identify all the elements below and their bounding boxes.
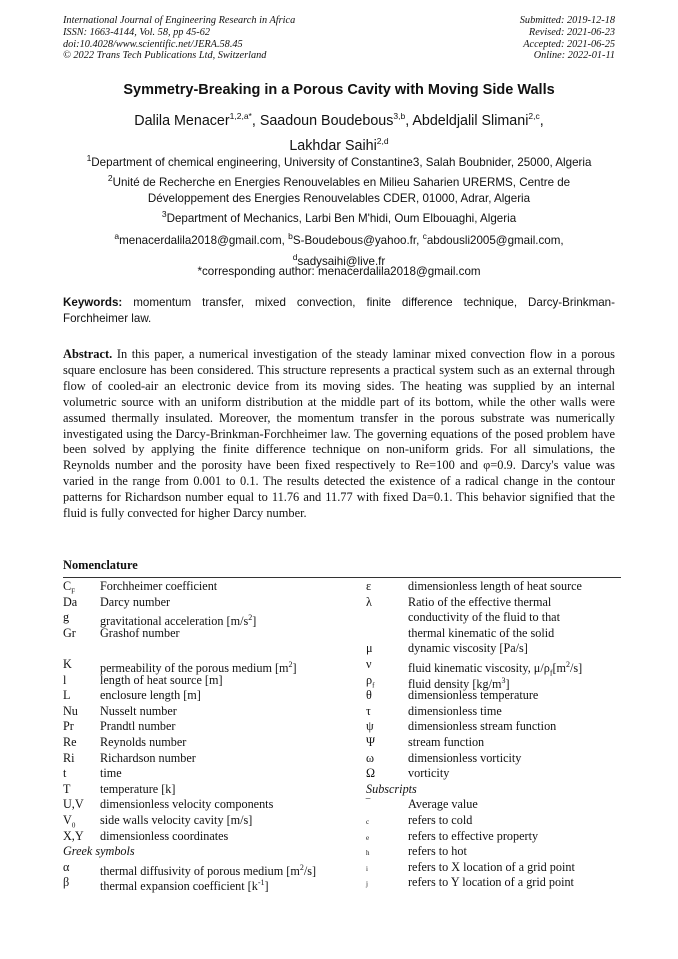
nomenclature-symbol: Subscripts xyxy=(366,781,417,796)
nomenclature-definition: dimensionless coordinates xyxy=(100,828,229,843)
journal-header-right xyxy=(520,15,615,62)
nomenclature-definition: Forchheimer coefficient xyxy=(100,579,218,593)
nomenclature-definition: gravitational acceleration $[m/s^2]$ xyxy=(100,613,257,629)
nomenclature-symbol: ω xyxy=(366,750,375,765)
affiliation-sup: 1 xyxy=(86,153,92,163)
nomenclature-symbol: Ω xyxy=(366,766,376,781)
nomenclature-definition: dimensionless vorticity xyxy=(408,750,522,765)
copyright-line: © 2022 Trans Tech Publications Ltd, Switzerland xyxy=(63,50,267,62)
nomenclature-symbol: T xyxy=(63,781,71,796)
nomenclature-definition: refers to Y location of a grid point xyxy=(408,875,574,890)
author-name: Abdeldjalil Slimani xyxy=(412,112,529,129)
abstract-label: Abstract. xyxy=(63,347,113,361)
nomenclature-symbol: l xyxy=(63,672,67,687)
nomenclature-table xyxy=(63,579,621,894)
nomenclature-symbol: ε xyxy=(366,579,372,593)
issn-line: ISSN: 1663-4144, Vol. 58, pp 45-62 xyxy=(63,26,211,38)
nomenclature-symbol: ψ xyxy=(366,719,374,734)
nomenclature-symbol: τ xyxy=(366,703,371,718)
nomenclature-symbol: e xyxy=(366,833,370,842)
nomenclature-row xyxy=(63,610,621,629)
author-sup: 2,c xyxy=(528,111,540,121)
affiliation-sup: 3 xyxy=(161,209,167,219)
nomenclature-row xyxy=(63,626,621,642)
author-sup: 1,2,a* xyxy=(229,111,252,121)
nomenclature-definition: enclosure length [m] xyxy=(100,688,201,703)
email-link[interactable]: sadysaihi@live.fr xyxy=(297,254,386,268)
email-sup: d xyxy=(292,251,298,262)
nomenclature-symbol: Gr xyxy=(63,625,76,640)
affiliation-2 xyxy=(63,170,615,207)
nomenclature-symbol: K xyxy=(63,656,72,671)
author-sep: , xyxy=(405,112,413,129)
nomenclature-symbol: X,Y xyxy=(63,828,84,843)
author-name: Lakhdar Saihi xyxy=(289,137,377,154)
nomenclature-definition: time xyxy=(100,766,122,781)
affiliation-text: Unité de Recherche en Energies Renouvelables en Milieu Saharien URERMS, Centre de Développement des Energies Renouvelables CDER, 01000, Adrar, Algeria xyxy=(112,175,571,205)
nomenclature-definition: thermal kinematic of the solid xyxy=(408,625,555,640)
submitted-date: Submitted: 2019-12-18 xyxy=(519,15,615,26)
nomenclature-symbol: α xyxy=(63,859,70,874)
nomenclature-definition: refers to X location of a grid point xyxy=(408,859,575,874)
nomenclature-symbol: ν xyxy=(366,656,372,671)
nomenclature-definition: thermal expansion coefficient $[k^{-1}]$ xyxy=(100,878,269,894)
email-sup: c xyxy=(422,231,427,241)
nomenclature-definition: permeability of the porous medium $[m^2]$ xyxy=(100,659,297,676)
nomenclature-row xyxy=(63,656,621,678)
nomenclature-divider xyxy=(63,577,621,578)
keywords xyxy=(63,295,615,327)
nomenclature-definition: refers to cold xyxy=(408,812,473,827)
abstract xyxy=(63,347,615,522)
nomenclature-symbol: $\rho_f$ xyxy=(366,672,375,689)
nomenclature-symbol: Da xyxy=(63,594,78,609)
author-sep: , xyxy=(539,112,544,129)
nomenclature-row xyxy=(63,766,621,782)
nomenclature-symbol: U,V xyxy=(63,797,84,812)
nomenclature-symbol: Greek symbols xyxy=(63,844,135,859)
accepted-date: Accepted: 2021-06-25 xyxy=(523,38,615,50)
email-link[interactable]: menacerdalila2018@gmail.com, xyxy=(119,233,289,247)
author-sup: 2,d xyxy=(376,135,389,146)
nomenclature-symbol: ‾ xyxy=(366,797,371,812)
nomenclature-definition: dimensionless length of heat source xyxy=(408,579,582,593)
nomenclature-symbol: Pr xyxy=(63,719,74,734)
nomenclature-row xyxy=(63,641,621,657)
nomenclature-definition: dimensionless stream function xyxy=(408,719,557,734)
nomenclature-definition: Average value xyxy=(408,797,478,812)
nomenclature-definition: Grashof number xyxy=(100,625,180,640)
nomenclature-definition: refers to effective property xyxy=(408,828,539,843)
nomenclature-definition: side walls velocity cavity [m/s] xyxy=(100,812,253,827)
nomenclature-row xyxy=(63,673,621,689)
nomenclature-definition: Darcy number xyxy=(100,594,171,609)
nomenclature-symbol: c xyxy=(366,817,370,826)
nomenclature-row xyxy=(63,704,621,720)
abstract-text: In this paper, a numerical investigation of the steady laminar mixed convection flow in a porous square enclosure has been considered. This structure represents a practical system such as an external through flow of cooled-air an electronic device from its moving sides. The heating was supplied by an internal volumetric source with an uniform distribution at the middle part of its bottom, while the other walls were assumed thermally insulated. Moreover, the momentum transfer in the porous substrate was numerically investigated using the Darcy-Brinkman-Forchheimer law. The governing equations of the posed problem have been solved by applying the finite difference technique on non-uniform grids. For all simulations, the Reynolds number and the porosity have been fixed respectively to Re=100 and φ=0.9. Darcy's value was varied in the range from 0.001 to 0.1. The results detected the existence of a radical change in the contour patterns for Richardson number equal to 11.76 and 11.77 with fixed Da=0.1. This behavior signified that the fluid is fully convected for higher Darcy number. xyxy=(63,347,615,521)
affiliation-text: Department of chemical engineering, University of Constantine3, Salah Boubnider, 25000, Algeria xyxy=(91,155,592,169)
nomenclature-symbol: Re xyxy=(63,734,77,749)
nomenclature-symbol: L xyxy=(63,688,71,703)
nomenclature-row xyxy=(63,579,621,595)
nomenclature-definition: fluid kinematic viscosity, $\mu/\rho_f[m^2/s]$ xyxy=(408,659,583,678)
author-name: Dalila Menacer xyxy=(134,112,230,129)
nomenclature-definition: length of heat source [m] xyxy=(100,672,223,687)
nomenclature-definition: dimensionless velocity components xyxy=(100,797,274,812)
author-sep: , xyxy=(251,112,260,129)
keywords-text: momentum transfer, mixed convection, finite difference technique, Darcy-Brinkman-Forchheimer law. xyxy=(63,296,615,325)
nomenclature-symbol: Ri xyxy=(63,750,75,765)
nomenclature-row xyxy=(63,782,621,798)
corresponding-author: *corresponding author: menacerdalila2018@gmail.com xyxy=(197,265,481,278)
nomenclature-definition: dynamic viscosity [Pa/s] xyxy=(408,641,528,656)
nomenclature-symbol: λ xyxy=(366,594,372,609)
author-sup: 3,b xyxy=(393,111,406,121)
nomenclature-symbol: j xyxy=(366,880,368,889)
nomenclature-symbol: h xyxy=(366,849,370,858)
author-name: Saadoun Boudebous xyxy=(259,112,394,129)
nomenclature-symbol: i xyxy=(366,864,368,873)
email-sup: b xyxy=(288,231,293,241)
nomenclature-symbol: θ xyxy=(366,688,372,703)
nomenclature-symbol: β xyxy=(63,875,70,890)
nomenclature-definition: fluid density $[kg/m^3]$ xyxy=(408,675,510,691)
journal-name: International Journal of Engineering Research in Africa xyxy=(63,15,296,26)
nomenclature-symbol: Ψ xyxy=(366,734,375,749)
nomenclature-definition: dimensionless time xyxy=(408,703,502,718)
nomenclature-symbol: $V_0$ xyxy=(63,812,76,830)
nomenclature-heading: Nomenclature xyxy=(63,558,138,572)
nomenclature-definition: vorticity xyxy=(408,766,450,781)
nomenclature-row xyxy=(63,860,621,876)
nomenclature-symbol: g xyxy=(63,610,70,625)
nomenclature-row xyxy=(63,688,621,704)
nomenclature-symbol: $C_F$ xyxy=(63,579,76,596)
email-link[interactable]: abdousli2005@gmail.com, xyxy=(426,233,564,247)
nomenclature-definition: Nusselt number xyxy=(100,703,177,718)
email-link[interactable]: S-Boudebous@yahoo.fr, xyxy=(292,233,423,247)
nomenclature-definition: thermal diffusivity of porous medium $[m^2/s]$ xyxy=(100,862,317,878)
nomenclature-symbol: Nu xyxy=(63,703,78,718)
nomenclature-definition: stream function xyxy=(408,734,485,749)
affiliation-1 xyxy=(63,150,615,171)
nomenclature-row xyxy=(63,719,621,735)
revised-date: Revised: 2021-06-23 xyxy=(528,26,615,38)
nomenclature-row xyxy=(63,829,621,845)
nomenclature-definition: temperature [k] xyxy=(100,781,176,796)
nomenclature-definition: Reynolds number xyxy=(100,734,187,749)
paper-title: Symmetry-Breaking in a Porous Cavity with Moving Side Walls xyxy=(123,82,555,98)
nomenclature-row xyxy=(63,735,621,751)
nomenclature-definition: dimensionless temperature xyxy=(408,688,539,703)
nomenclature-row xyxy=(63,875,621,894)
affiliation-text: Department of Mechanics, Larbi Ben M'hidi, Oum Elbouaghi, Algeria xyxy=(166,211,517,225)
nomenclature-definition: Prandtl number xyxy=(100,719,176,734)
nomenclature-symbol: μ xyxy=(366,641,373,656)
nomenclature-row xyxy=(63,844,621,860)
author-list xyxy=(63,106,615,156)
nomenclature-row xyxy=(63,751,621,767)
nomenclature-definition: Ratio of the effective thermal xyxy=(408,594,552,609)
nomenclature-row xyxy=(63,813,621,829)
nomenclature-definition: refers to hot xyxy=(408,844,467,859)
nomenclature-definition: conductivity of the fluid to that xyxy=(408,610,560,625)
doi-line: doi:10.4028/www.scientific.net/JERA.58.45 xyxy=(63,38,243,50)
email-sup: a xyxy=(114,231,120,241)
keywords-label: Keywords: xyxy=(63,296,123,309)
affiliation-sup: 2 xyxy=(107,173,113,183)
nomenclature-row xyxy=(63,595,621,611)
online-date: Online: 2022-01-11 xyxy=(533,50,615,62)
nomenclature-row xyxy=(63,797,621,813)
affiliation-3 xyxy=(63,206,615,227)
journal-header-left xyxy=(63,15,295,62)
nomenclature-symbol: t xyxy=(63,766,67,781)
nomenclature-definition: Richardson number xyxy=(100,750,196,765)
